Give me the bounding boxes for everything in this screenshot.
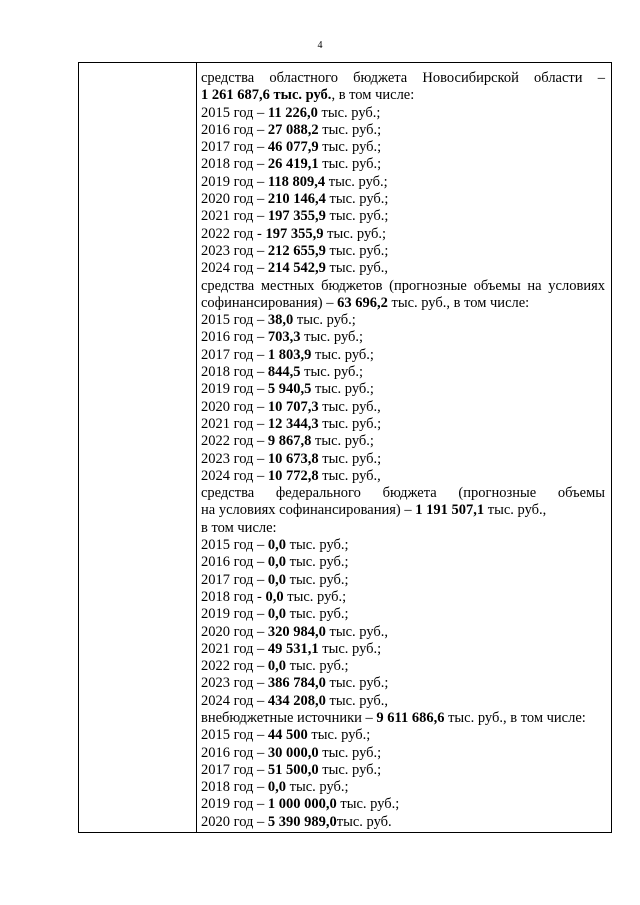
local-year-row <box>201 468 605 485</box>
year-unit: тыс. руб.; <box>318 744 382 761</box>
year-amount: 10 772,8 <box>267 467 319 484</box>
year-label: 2017 год – <box>201 761 265 778</box>
year-label: 2016 год – <box>201 554 265 571</box>
regional-year-row <box>201 139 605 156</box>
year-unit: тыс. руб., <box>318 467 381 484</box>
regional-budget-total <box>201 87 605 104</box>
federal-total-prefix: на условиях софинансирования) – <box>201 502 412 519</box>
regional-year-row <box>201 208 605 225</box>
year-unit: тыс. руб.; <box>318 121 382 138</box>
extrabudget-year-row <box>201 796 605 813</box>
year-label: 2021 год – <box>201 640 265 657</box>
year-label: 2022 год - <box>201 225 262 242</box>
year-label: 2024 год – <box>201 467 265 484</box>
local-total-amount: 63 696,2 <box>337 294 388 311</box>
year-label: 2020 год – <box>201 813 265 830</box>
extrabudget-prefix: внебюджетные источники – <box>201 709 373 726</box>
year-label: 2021 год – <box>201 208 265 225</box>
year-unit: тыс. руб.; <box>311 346 374 363</box>
extrabudget-years-list <box>201 727 605 831</box>
local-year-row <box>201 433 605 450</box>
federal-year-row <box>201 554 605 571</box>
year-unit: тыс. руб.; <box>325 675 389 692</box>
year-label: 2018 год – <box>201 156 265 173</box>
year-label: 2021 год – <box>201 415 265 432</box>
year-label: 2015 год – <box>201 312 265 329</box>
regional-year-row <box>201 191 605 208</box>
federal-total-amount: 1 191 507,1 <box>415 502 485 519</box>
year-amount: 10 707,3 <box>267 398 319 415</box>
year-unit: тыс. руб.; <box>286 537 349 554</box>
year-amount: 0,0 <box>267 606 287 623</box>
year-label: 2019 год – <box>201 381 265 398</box>
year-unit: тыс. руб.; <box>286 554 349 571</box>
regional-budget-heading: средства областного бюджета Новосибирской области – <box>201 70 605 86</box>
page-number: 4 <box>317 40 323 51</box>
year-label: 2020 год – <box>201 623 265 640</box>
year-label: 2017 год – <box>201 571 265 588</box>
local-year-row <box>201 381 605 398</box>
year-unit: тыс. руб.; <box>325 208 389 225</box>
year-unit: тыс. руб.; <box>286 658 349 675</box>
local-year-row <box>201 416 605 433</box>
year-amount: 49 531,1 <box>267 640 319 657</box>
year-label: 2020 год – <box>201 398 265 415</box>
year-amount: 197 355,9 <box>267 208 326 225</box>
local-year-row <box>201 329 605 346</box>
year-unit: тыс. руб., <box>325 692 389 709</box>
year-amount: 1 000 000,0 <box>267 796 337 813</box>
year-unit: тыс. руб.; <box>318 640 382 657</box>
regional-year-row <box>201 243 605 260</box>
year-label: 2016 год – <box>201 121 265 138</box>
year-amount: 212 655,9 <box>267 242 326 259</box>
extrabudget-year-row <box>201 814 605 831</box>
year-label: 2019 год – <box>201 173 265 190</box>
year-amount: 320 984,0 <box>267 623 326 640</box>
year-amount: 9 867,8 <box>267 433 312 450</box>
year-unit: тыс. руб.; <box>318 450 382 467</box>
regional-year-row <box>201 226 605 243</box>
year-label: 2017 год – <box>201 346 265 363</box>
year-amount: 386 784,0 <box>267 675 326 692</box>
year-amount: 197 355,9 <box>265 225 324 242</box>
federal-including-label: в том числе: <box>201 519 277 536</box>
federal-budget-heading: средства федерального бюджета (прогнозные объемы <box>201 485 605 502</box>
year-unit: тыс. руб.; <box>318 156 382 173</box>
local-year-row <box>201 347 605 364</box>
federal-budget-total <box>201 502 605 519</box>
year-unit: тыс. руб.; <box>336 796 400 813</box>
year-unit: тыс. руб.; <box>311 433 374 450</box>
local-budget-heading: средства местных бюджетов (прогнозные объемы на условиях <box>201 277 605 294</box>
year-label: 2017 год – <box>201 139 265 156</box>
year-label: 2022 год – <box>201 433 265 450</box>
regional-total-suffix: , в том числе: <box>331 87 415 104</box>
regional-years-list <box>201 105 605 278</box>
funding-text-cell <box>197 63 611 832</box>
year-unit: тыс. руб.; <box>286 571 349 588</box>
year-unit: тыс. руб.; <box>317 104 381 121</box>
federal-year-row <box>201 641 605 658</box>
year-label: 2023 год – <box>201 242 265 259</box>
local-year-row <box>201 312 605 329</box>
year-amount: 11 226,0 <box>267 104 318 121</box>
year-amount: 10 673,8 <box>267 450 319 467</box>
year-amount: 0,0 <box>267 537 287 554</box>
federal-year-row <box>201 693 605 710</box>
year-unit: тыс. руб.; <box>293 312 356 329</box>
extrabudget-year-row <box>201 727 605 744</box>
extrabudget-total <box>201 710 605 727</box>
year-label: 2023 год – <box>201 450 265 467</box>
local-year-row <box>201 364 605 381</box>
funding-table <box>78 62 612 833</box>
year-amount: 38,0 <box>267 312 294 329</box>
year-label: 2018 год - <box>201 588 262 605</box>
local-budget-total <box>201 295 605 312</box>
year-amount: 210 146,4 <box>267 191 326 208</box>
year-unit: тыс. руб.; <box>318 761 382 778</box>
year-unit: тыс. руб.; <box>300 364 364 381</box>
regional-year-row <box>201 122 605 139</box>
year-label: 2023 год – <box>201 675 265 692</box>
year-label: 2018 год – <box>201 364 265 381</box>
local-total-prefix: софинансирования) – <box>201 294 334 311</box>
year-label: 2015 год – <box>201 727 265 744</box>
regional-year-row <box>201 105 605 122</box>
year-label: 2016 год – <box>201 329 265 346</box>
year-unit: тыс. руб. <box>336 813 392 830</box>
federal-year-row <box>201 606 605 623</box>
year-amount: 51 500,0 <box>267 761 319 778</box>
federal-year-row <box>201 658 605 675</box>
year-unit: тыс. руб., <box>325 260 389 277</box>
year-unit: тыс. руб.; <box>323 225 387 242</box>
federal-year-row <box>201 589 605 606</box>
local-year-row <box>201 451 605 468</box>
year-amount: 0,0 <box>267 554 287 571</box>
year-label: 2019 год – <box>201 796 265 813</box>
year-unit: тыс. руб.; <box>286 779 349 796</box>
regional-year-row <box>201 174 605 191</box>
year-amount: 0,0 <box>265 588 284 605</box>
year-label: 2020 год – <box>201 191 265 208</box>
year-amount: 5 390 989,0 <box>267 813 337 830</box>
extrabudget-total-suffix: тыс. руб., в том числе: <box>444 709 586 726</box>
local-total-suffix: тыс. руб., в том числе: <box>387 294 530 311</box>
year-unit: тыс. руб.; <box>311 381 374 398</box>
federal-years-list <box>201 537 605 710</box>
year-amount: 703,3 <box>267 329 301 346</box>
regional-total-amount: 1 261 687,6 тыс. руб. <box>201 87 332 104</box>
year-amount: 44 500 <box>267 727 308 744</box>
regional-year-row <box>201 260 605 277</box>
year-unit: тыс. руб., <box>318 398 381 415</box>
year-amount: 844,5 <box>267 364 301 381</box>
year-label: 2019 год – <box>201 606 265 623</box>
year-label: 2018 год – <box>201 779 265 796</box>
year-unit: тыс. руб.; <box>286 606 349 623</box>
year-unit: тыс. руб.; <box>318 415 382 432</box>
year-amount: 214 542,9 <box>267 260 326 277</box>
year-unit: тыс. руб.; <box>325 242 389 259</box>
year-amount: 30 000,0 <box>267 744 319 761</box>
year-amount: 434 208,0 <box>267 692 326 709</box>
year-amount: 46 077,9 <box>267 139 319 156</box>
year-unit: тыс. руб., <box>325 623 389 640</box>
federal-year-row <box>201 675 605 692</box>
year-amount: 0,0 <box>267 779 287 796</box>
year-unit: тыс. руб.; <box>307 727 371 744</box>
year-amount: 26 419,1 <box>267 156 319 173</box>
extrabudget-total-amount: 9 611 686,6 <box>376 709 445 726</box>
year-label: 2016 год – <box>201 744 265 761</box>
year-label: 2015 год – <box>201 537 265 554</box>
federal-total-suffix: тыс. руб., <box>484 502 547 519</box>
regional-year-row <box>201 156 605 173</box>
extrabudget-year-row <box>201 779 605 796</box>
year-unit: тыс. руб.; <box>325 173 388 190</box>
table-left-cell <box>79 63 197 832</box>
extrabudget-year-row <box>201 745 605 762</box>
federal-year-row <box>201 624 605 641</box>
year-amount: 27 088,2 <box>267 121 319 138</box>
year-label: 2022 год – <box>201 658 265 675</box>
year-amount: 0,0 <box>267 571 287 588</box>
year-amount: 5 940,5 <box>267 381 312 398</box>
year-amount: 12 344,3 <box>267 415 319 432</box>
year-amount: 118 809,4 <box>267 173 326 190</box>
year-unit: тыс. руб.; <box>283 588 347 605</box>
year-label: 2024 год – <box>201 692 265 709</box>
year-unit: тыс. руб.; <box>318 139 382 156</box>
local-year-row <box>201 399 605 416</box>
extrabudget-year-row <box>201 762 605 779</box>
year-unit: тыс. руб.; <box>300 329 364 346</box>
local-years-list <box>201 312 605 485</box>
year-label: 2015 год – <box>201 104 265 121</box>
year-label: 2024 год – <box>201 260 265 277</box>
year-amount: 0,0 <box>267 658 287 675</box>
year-unit: тыс. руб.; <box>325 191 389 208</box>
year-amount: 1 803,9 <box>267 346 312 363</box>
federal-year-row <box>201 572 605 589</box>
federal-year-row <box>201 537 605 554</box>
